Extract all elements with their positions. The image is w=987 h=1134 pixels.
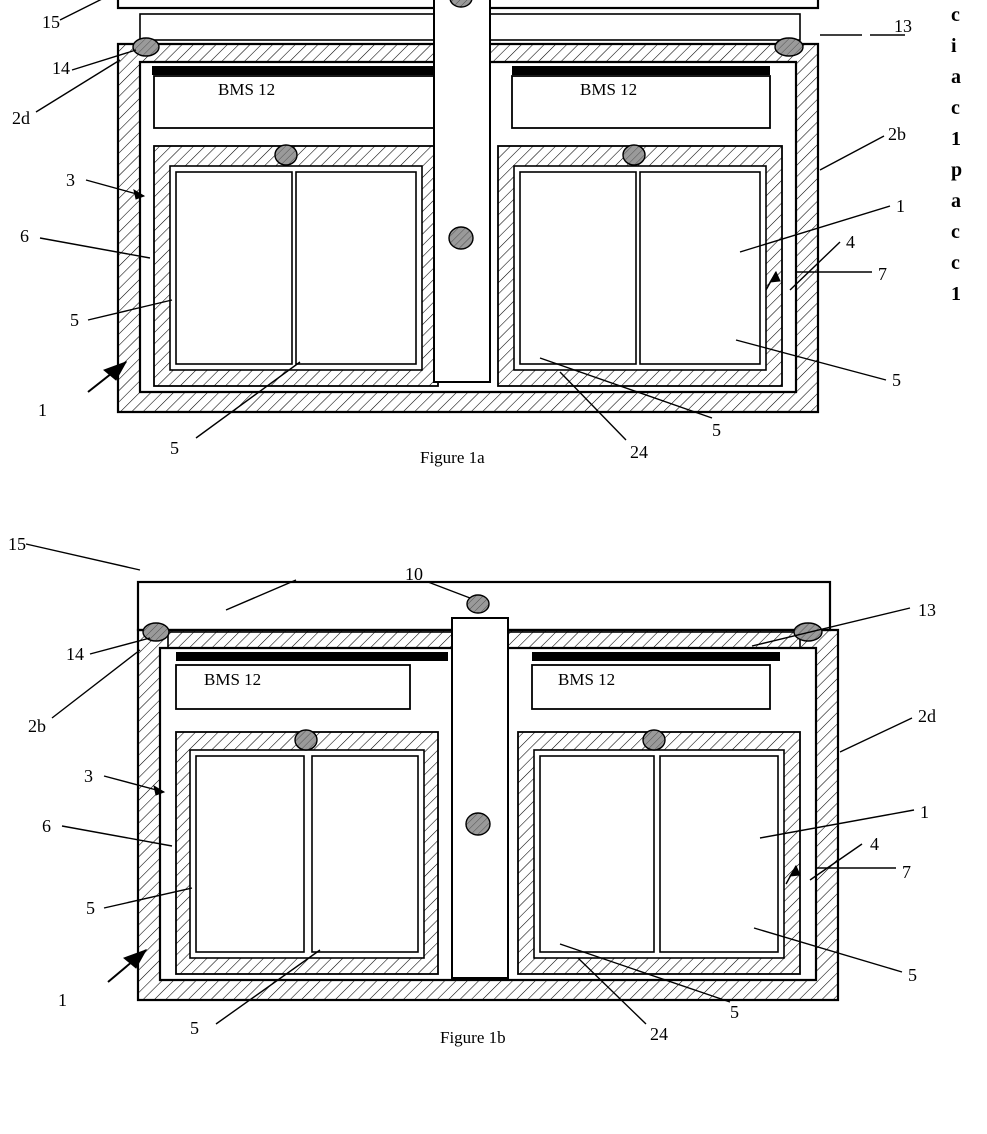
figure-1b bbox=[0, 520, 987, 1080]
margin-text-line: a bbox=[951, 190, 961, 212]
margin-text-line: p bbox=[951, 159, 963, 181]
fig1a-geometry bbox=[36, 0, 905, 440]
ref-label: 5 bbox=[892, 370, 901, 390]
ref-label: 15 bbox=[42, 12, 60, 32]
margin-text-line: c bbox=[951, 97, 960, 119]
figure-1a bbox=[0, 0, 987, 500]
ref-label: 13 bbox=[894, 16, 912, 36]
ref-label: 4 bbox=[846, 232, 855, 252]
ref-label: 5 bbox=[712, 420, 721, 440]
ref-label: 5 bbox=[170, 438, 179, 458]
margin-text-line: a bbox=[951, 66, 961, 88]
bms-label-right: BMS 12 bbox=[558, 670, 616, 689]
ref-label: 6 bbox=[20, 226, 29, 246]
ref-label: 5 bbox=[730, 1002, 739, 1022]
bms-label-right: BMS 12 bbox=[580, 80, 638, 99]
ref-label: 1 bbox=[896, 196, 905, 216]
ref-label: 7 bbox=[902, 862, 911, 882]
figure-1b-diagram bbox=[0, 520, 987, 1080]
ref-label: 1 bbox=[38, 400, 47, 420]
ref-label: 7 bbox=[878, 264, 887, 284]
margin-text-column bbox=[951, 0, 985, 310]
ref-label: 14 bbox=[52, 58, 70, 78]
ref-label: 2d bbox=[12, 108, 30, 128]
figure-1a-caption: Figure 1a bbox=[420, 448, 485, 467]
margin-text-line: c bbox=[951, 221, 960, 243]
ref-label: 5 bbox=[908, 965, 917, 985]
bms-label-left: BMS 12 bbox=[204, 670, 262, 689]
ref-label: 24 bbox=[630, 442, 648, 462]
ref-label: 14 bbox=[66, 644, 84, 664]
ref-label: 3 bbox=[84, 766, 93, 786]
margin-text-line: 1 bbox=[951, 128, 961, 150]
figure-1b-caption: Figure 1b bbox=[440, 1028, 506, 1047]
ref-label: 6 bbox=[42, 816, 51, 836]
ref-label: 15 bbox=[8, 534, 26, 554]
ref-label: 1 bbox=[920, 802, 929, 822]
ref-label: 13 bbox=[918, 600, 936, 620]
ref-label: 2b bbox=[28, 716, 46, 736]
ref-label: 3 bbox=[66, 170, 75, 190]
ref-label: 5 bbox=[86, 898, 95, 918]
margin-text-line: c bbox=[951, 252, 960, 274]
ref-label: 2b bbox=[888, 124, 906, 144]
bms-label-left: BMS 12 bbox=[218, 80, 276, 99]
margin-text-line: 1 bbox=[951, 283, 961, 305]
figure-1a-diagram bbox=[0, 0, 987, 500]
ref-label: 5 bbox=[190, 1018, 199, 1038]
ref-label: 24 bbox=[650, 1024, 668, 1044]
ref-label: 2d bbox=[918, 706, 936, 726]
ref-label: 5 bbox=[70, 310, 79, 330]
ref-label: 4 bbox=[870, 834, 879, 854]
fig1b-geometry bbox=[26, 544, 914, 1024]
ref-label: 1 bbox=[58, 990, 67, 1010]
margin-text-line: i bbox=[951, 35, 957, 57]
margin-text-line: c bbox=[951, 4, 960, 26]
ref-label: 10 bbox=[405, 564, 423, 584]
